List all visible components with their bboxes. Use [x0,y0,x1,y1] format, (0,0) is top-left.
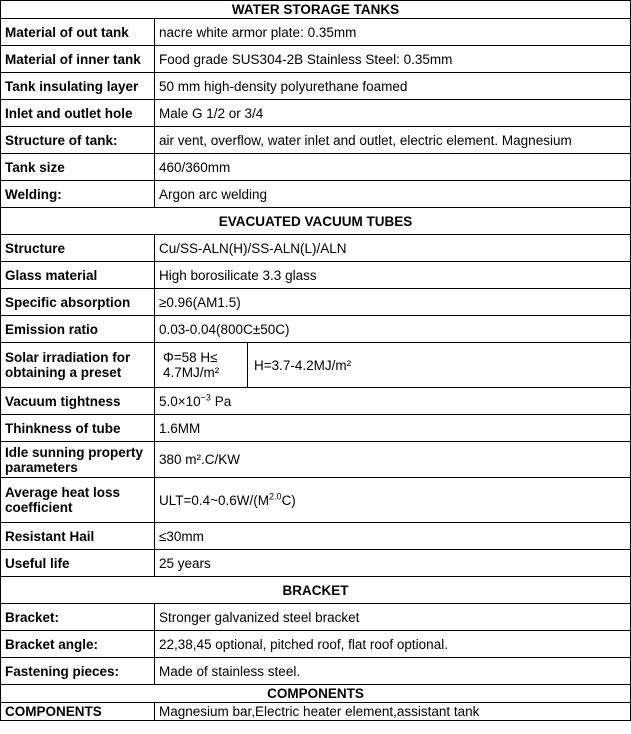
row-value [155,388,631,415]
row-label: Bracket: [1,604,155,631]
row-value: High borosilicate 3.3 glass [155,262,631,289]
table-row [1,19,631,46]
row-label: Material of inner tank [1,46,155,73]
row-value: 1.6MM [155,415,631,442]
row-value: 460/360mm [155,154,631,181]
table-row [1,181,631,208]
table-row [1,631,631,658]
table-row [1,658,631,685]
row-label: COMPONENTS [1,703,155,721]
row-value: Cu/SS-ALN(H)/SS-ALN(L)/ALN [155,235,631,262]
table-row [1,550,631,577]
vacuum-unit: Pa [210,393,232,409]
vacuum-base: 5.0×10 [159,393,201,409]
row-label: Idle sunning property parameters [1,442,155,478]
section-row [1,685,631,703]
vacuum-exponent: −3 [200,392,211,402]
row-value: Made of stainless steel. [155,658,631,685]
row-value [155,478,631,523]
row-value: ≥0.96(AM1.5) [155,289,631,316]
row-value: 380 m².C/KW [155,442,631,478]
table-row [1,154,631,181]
row-value: 0.03-0.04(800C±50C) [155,316,631,343]
table-row [1,388,631,415]
solar-value-a: Φ=58 H≤ 4.7MJ/m² [159,343,248,387]
row-label: Average heat loss coefficient [1,478,155,523]
table-row [1,235,631,262]
table-row [1,478,631,523]
row-label: Specific absorption [1,289,155,316]
row-label: Resistant Hail [1,523,155,550]
section-components: COMPONENTS [1,685,631,703]
row-value: 25 years [155,550,631,577]
heatloss-pre: ULT=0.4~0.6W/(M [159,492,270,508]
table-row [1,316,631,343]
section-row [1,208,631,235]
table-row [1,442,631,478]
row-value: nacre white armor plate: 0.35mm [155,19,631,46]
row-label: Glass material [1,262,155,289]
section-evacuated-tubes: EVACUATED VACUUM TUBES [1,208,631,235]
row-value-split [155,343,631,388]
row-label: Bracket angle: [1,631,155,658]
row-value: Stronger galvanized steel bracket [155,604,631,631]
row-label: Solar irradiation for obtaining a preset [1,343,155,388]
row-label: Emission ratio [1,316,155,343]
section-water-storage: WATER STORAGE TANKS [1,1,631,19]
row-label: Thinkness of tube [1,415,155,442]
table-row [1,100,631,127]
row-value: Food grade SUS304-2B Stainless Steel: 0.35mm [155,46,631,73]
row-label: Structure [1,235,155,262]
row-value: ≤30mm [155,523,631,550]
heatloss-post: C) [281,492,296,508]
table-row [1,262,631,289]
row-label: Inlet and outlet hole [1,100,155,127]
heatloss-exponent: 2.0 [269,491,282,501]
row-label: Useful life [1,550,155,577]
section-bracket: BRACKET [1,577,631,604]
table-row [1,73,631,100]
table-row [1,46,631,73]
row-value: 50 mm high-density polyurethane foamed [155,73,631,100]
row-value: Argon arc welding [155,181,631,208]
row-value: Male G 1/2 or 3/4 [155,100,631,127]
table-row [1,523,631,550]
table-row [1,289,631,316]
row-label: Tank insulating layer [1,73,155,100]
solar-value-b: H=3.7-4.2MJ/m² [254,357,352,373]
row-label: Tank size [1,154,155,181]
row-label: Material of out tank [1,19,155,46]
table-row [1,343,631,388]
table-row [1,127,631,154]
table-row [1,703,631,721]
row-value: 22,38,45 optional, pitched roof, flat roof optional. [155,631,631,658]
row-label: Welding: [1,181,155,208]
table-row [1,604,631,631]
row-label: Vacuum tightness [1,388,155,415]
row-value: Magnesium bar,Electric heater element,assistant tank [155,703,631,721]
table-row [1,415,631,442]
row-label: Fastening pieces: [1,658,155,685]
row-label: Structure of tank: [1,127,155,154]
section-row [1,1,631,19]
row-value: air vent, overflow, water inlet and outlet, electric element. Magnesium [155,127,631,154]
section-row [1,577,631,604]
